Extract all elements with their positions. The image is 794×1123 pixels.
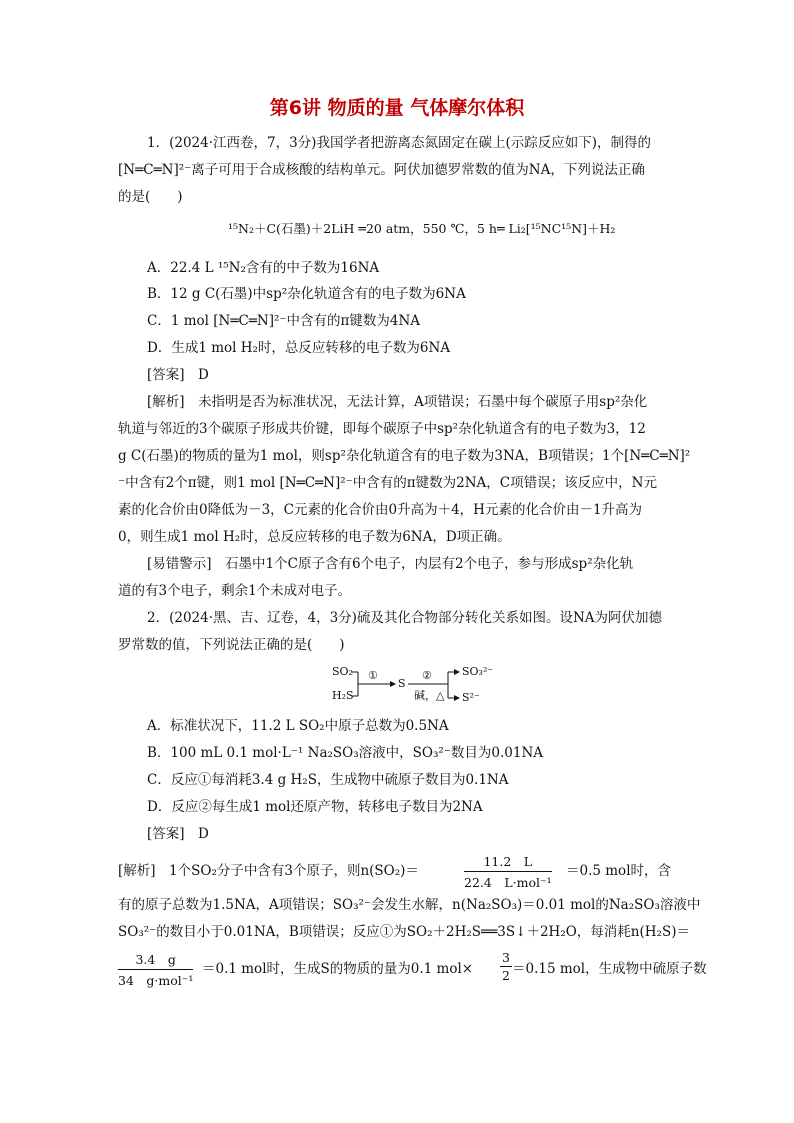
q2-analysis-line4a: ＝0.1 mol时，生成S的物质的量为0.1 mol×	[202, 961, 474, 977]
q1-warning-line1: [易错警示] 石墨中1个C原子含有6个电子，内层有2个电子，参与形成sp²杂化轨	[147, 556, 634, 572]
fraction-n-h2s-denominator: 34 g·mol⁻¹	[118, 973, 194, 988]
q2-analysis-line4b: ＝0.15 mol，生成物中硫原子数	[512, 961, 707, 977]
page-title: 第6讲 物质的量 气体摩尔体积	[269, 97, 525, 119]
q2-stem-line1: 2．(2024·黑、吉、辽卷，4，3分)硫及其化合物部分转化关系如图。设NA为阿伏加德	[147, 610, 663, 626]
q1-stem-line1: 1．(2024·江西卷，7，3分)我国学者把游离态氮固定在碳上(示踪反应如下)，制得的	[147, 135, 651, 151]
q1-analysis-line1: [解析] 未指明是否为标准状况，无法计算，A项错误；石墨中每个碳原子用sp²杂化	[147, 394, 648, 410]
q1-equation: ¹⁵N₂＋C(石墨)＋2LiH ═20 atm，550 ℃，5 h═ Li₂[¹⁵NC¹⁵N]＋H₂	[228, 221, 616, 236]
q2-answer: [答案] D	[147, 826, 209, 842]
q1-warning-line2: 道的有3个电子，剩余1个未成对电子。	[118, 583, 352, 599]
q1-answer: [答案] D	[147, 367, 209, 383]
q2-option-c: C．反应①每消耗3.4 g H₂S，生成物中硫原子数目为0.1NA	[147, 772, 509, 788]
fraction-n-so2	[464, 852, 552, 891]
fraction-three-halves	[500, 950, 512, 983]
q1-analysis-line2: 轨道与邻近的3个碳原子形成共价键，即每个碳原子中sp²杂化轨道含有的电子数为3，12	[118, 421, 646, 437]
q2-option-b: B．100 mL 0.1 mol·L⁻¹ Na₂SO₃溶液中，SO₃²⁻数目为0.01NA	[147, 745, 544, 761]
fraction-three-halves-denominator: 2	[502, 968, 510, 983]
fraction-n-so2-numerator: 11.2 L	[464, 852, 552, 872]
fraction-n-so2-denominator: 22.4 L·mol⁻¹	[464, 875, 552, 890]
so2-label: SO₂	[332, 665, 353, 678]
q1-analysis-line3: g C(石墨)的物质的量为1 mol，则sp²杂化轨道含有的电子数为3NA，B项错误；1个[N═C═N]²	[118, 448, 691, 464]
step1-label: ①	[368, 669, 378, 682]
q1-option-b: B．12 g C(石墨)中sp²杂化轨道含有的电子数为6NA	[147, 286, 466, 302]
q2-analysis-line2: 有的原子总数为1.5NA，A项错误；SO₃²⁻会发生水解，n(Na₂SO₃)＝0.01 mol的Na₂SO₃溶液中	[118, 897, 701, 913]
q1-analysis-line5: 素的化合价由0降低为－3，C元素的化合价由0升高为＋4，H元素的化合价由－1升高为	[118, 502, 643, 518]
q2-stem-line2: 罗常数的值，下列说法正确的是( )	[118, 637, 345, 653]
q1-analysis-line6: 0，则生成1 mol H₂时，总反应转移的电子数为6NA，D项正确。	[118, 529, 511, 545]
fraction-three-halves-numerator: 3	[502, 950, 510, 965]
h2s-label: H₂S	[332, 689, 354, 702]
fraction-n-h2s	[118, 950, 193, 989]
q1-stem-line2: [N═C═N]²⁻离子可用于合成核酸的结构单元。阿伏加德罗常数的值为NA，下列说法正确	[118, 162, 645, 178]
q1-stem-line3: 的是( )	[118, 189, 183, 205]
q1-analysis-line4: ⁻中含有2个π键，则1 mol [N═C═N]²⁻中含有的π键数为2NA，C项错误；该反应中，N元	[118, 475, 657, 491]
q1-option-d: D．生成1 mol H₂时，总反应转移的电子数为6NA	[147, 340, 451, 356]
q1-option-c: C．1 mol [N═C═N]²⁻中含有的π键数为4NA	[147, 313, 421, 329]
sulfur-conversion-diagram	[330, 664, 494, 708]
q2-analysis-line1b: ＝0.5 mol时，含	[566, 863, 672, 879]
q1-option-a: A．22.4 L ¹⁵N₂含有的中子数为16NA	[147, 260, 380, 276]
step2-label: ②	[422, 669, 432, 682]
q2-option-d: D．反应②每生成1 mol还原产物，转移电子数目为2NA	[147, 799, 483, 815]
q2-analysis-line1a: [解析] 1个SO₂分子中含有3个原子，则n(SO₂)＝	[118, 863, 419, 879]
condition-label: 碱，△	[414, 689, 445, 702]
sulfide-label: S²⁻	[462, 691, 480, 704]
q2-option-a: A．标准状况下，11.2 L SO₂中原子总数为0.5NA	[147, 718, 449, 734]
sulfite-label: SO₃²⁻	[462, 665, 494, 678]
s-label: S	[398, 677, 406, 690]
fraction-n-h2s-numerator: 3.4 g	[118, 950, 193, 970]
q2-analysis-line3: SO₃²⁻的数目小于0.01NA，B项错误；反应①为SO₂＋2H₂S══3S↓＋2H₂O，每消耗n(H₂S)＝	[118, 924, 690, 940]
